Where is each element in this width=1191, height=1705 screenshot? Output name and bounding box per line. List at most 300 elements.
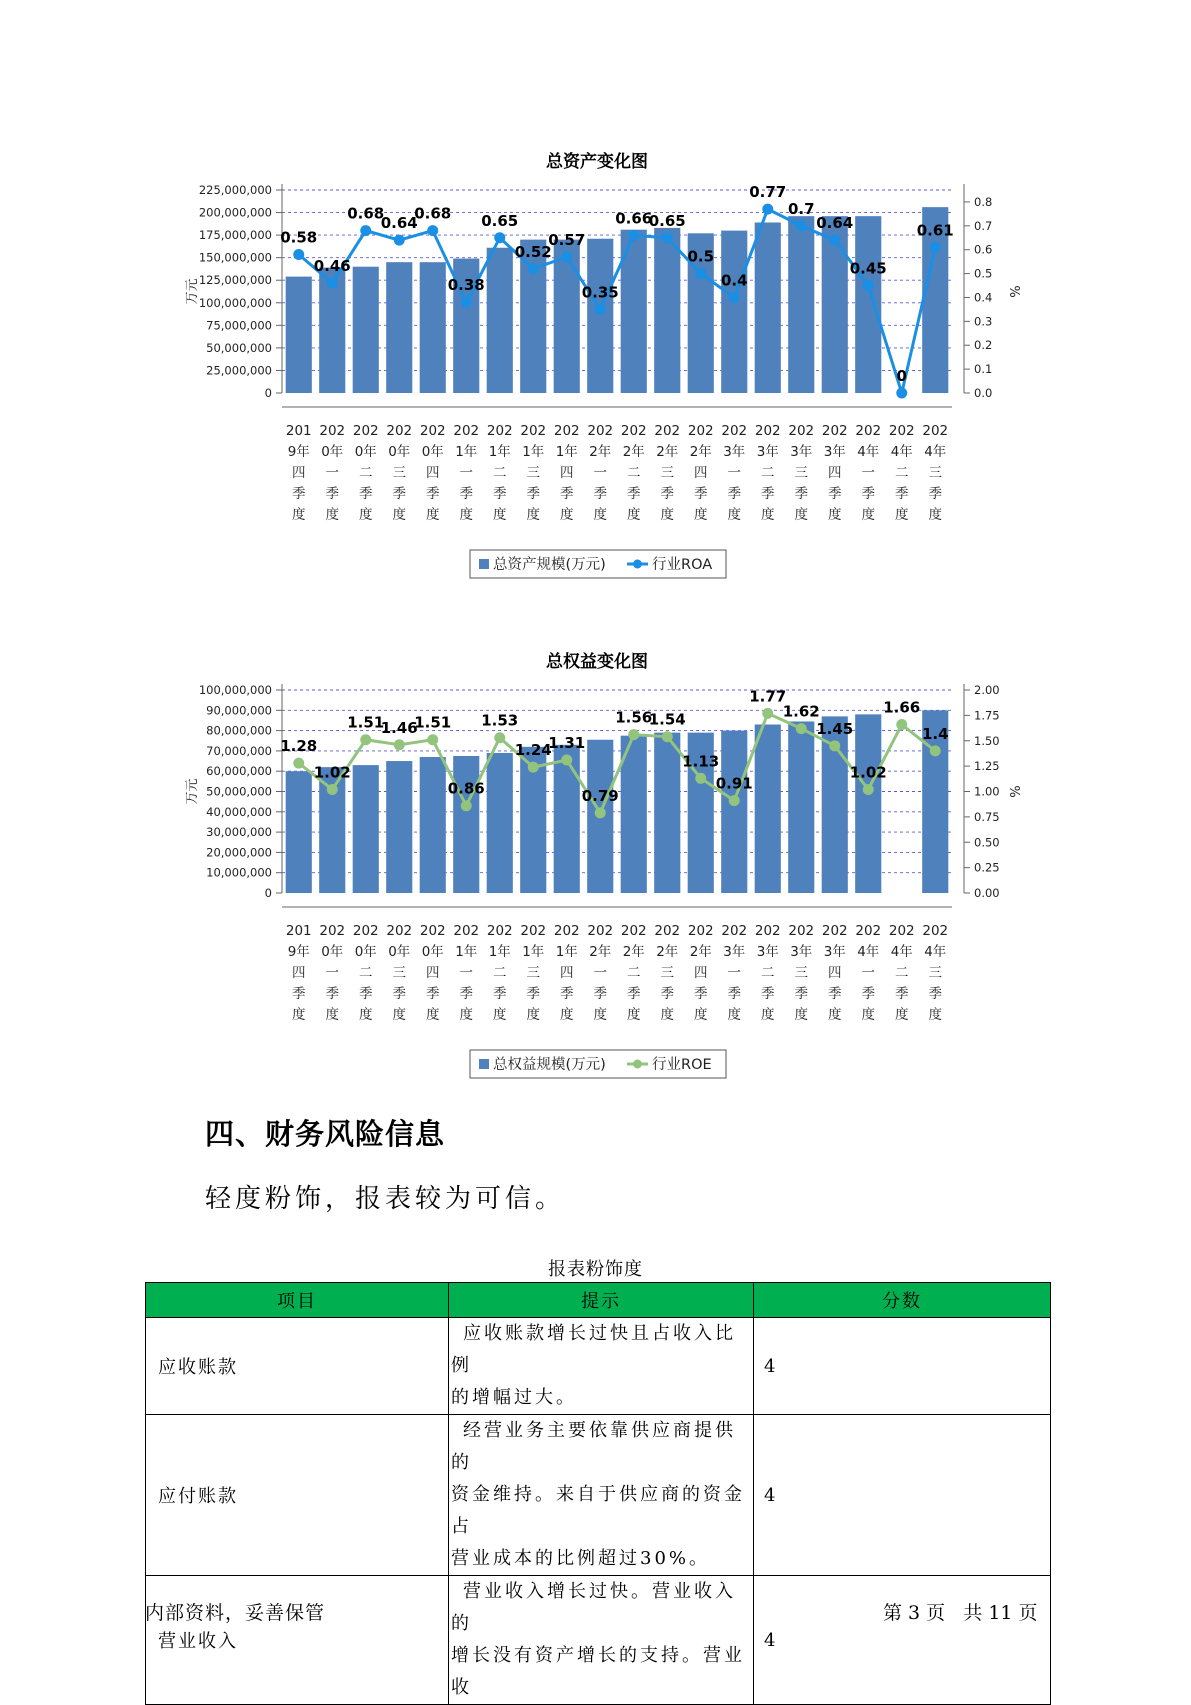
x-tick-label: 四 — [560, 965, 574, 981]
page-number: 第 3 页 共 11 页 — [883, 1602, 1038, 1624]
line-point — [427, 734, 438, 745]
y-tick-label-right: 1.75 — [974, 708, 1000, 723]
x-tick-label: 2年 — [622, 444, 645, 460]
x-tick-label: 季 — [292, 486, 306, 502]
x-tick-label: 季 — [392, 486, 406, 502]
y-tick-label-right: 0.4 — [974, 290, 993, 305]
data-label: 0.86 — [447, 779, 485, 798]
x-tick-label: 202 — [553, 423, 580, 439]
table-caption: 报表粉饰度 — [548, 1259, 643, 1280]
data-label: 1.62 — [782, 702, 820, 721]
chart-title: 总资产变化图 — [546, 152, 648, 172]
y-tick-label-right: 0.3 — [974, 314, 993, 329]
y-tick-label-left: 90,000,000 — [206, 703, 272, 718]
y-tick-label-right: 0.5 — [974, 266, 993, 281]
x-tick-label: 202 — [721, 923, 748, 939]
x-tick-label: 202 — [788, 423, 815, 439]
hint-line: 资金维持。来自于供应商的资金占 — [451, 1484, 745, 1537]
x-tick-label: 二 — [627, 465, 641, 481]
y-tick-label-left: 125,000,000 — [198, 273, 272, 288]
data-label: 0.61 — [916, 221, 954, 240]
bar — [353, 267, 379, 393]
x-tick-label: 四 — [560, 465, 574, 481]
x-tick-label: 4年 — [890, 944, 913, 960]
bar — [755, 222, 781, 393]
x-tick-label: 度 — [560, 507, 574, 523]
data-label: 0.65 — [481, 211, 519, 230]
bar — [788, 216, 814, 393]
x-tick-label: 9年 — [287, 944, 310, 960]
x-tick-label: 2年 — [689, 444, 712, 460]
x-tick-label: 3年 — [790, 444, 813, 460]
bar — [855, 216, 881, 393]
x-tick-label: 二 — [493, 465, 507, 481]
x-tick-label: 202 — [352, 923, 379, 939]
data-label: 1.46 — [380, 718, 418, 737]
x-tick-label: 度 — [325, 507, 339, 523]
x-tick-label: 二 — [895, 465, 909, 481]
x-tick-label: 三 — [660, 965, 674, 981]
table-row — [146, 1415, 1051, 1576]
x-tick-label: 2年 — [589, 444, 612, 460]
x-tick-label: 度 — [895, 507, 909, 523]
y-tick-label-right: 0.6 — [974, 242, 993, 257]
x-tick-label: 202 — [687, 423, 714, 439]
data-label: 1.51 — [414, 713, 452, 732]
header-hint: 提示 — [449, 1283, 754, 1318]
x-tick-label: 季 — [861, 986, 875, 1002]
y-axis-label-left: 万元 — [185, 278, 200, 305]
x-tick-label: 季 — [761, 986, 775, 1002]
x-tick-label: 202 — [855, 923, 882, 939]
hint-line: 增长没有资产增长的支持。营业收 — [451, 1645, 745, 1698]
x-tick-label: 二 — [359, 465, 373, 481]
x-tick-label: 201 — [285, 423, 312, 439]
line-point — [729, 292, 740, 303]
bar — [420, 262, 446, 393]
line-point — [494, 232, 505, 243]
data-label: 0.46 — [313, 257, 351, 276]
line-point — [662, 731, 673, 742]
x-tick-label: 度 — [694, 507, 708, 523]
row-score: 4 — [754, 1576, 1051, 1705]
x-tick-label: 0年 — [388, 944, 411, 960]
x-tick-label: 202 — [855, 423, 882, 439]
line-point — [628, 729, 639, 740]
bar — [353, 765, 379, 893]
bar — [520, 240, 546, 393]
data-label: 1.77 — [749, 687, 787, 706]
x-tick-label: 度 — [928, 1007, 942, 1023]
row-item: 应收账款 — [146, 1318, 449, 1415]
data-label: 0.7 — [787, 199, 815, 218]
legend-line-marker — [633, 1060, 642, 1069]
x-tick-label: 201 — [285, 923, 312, 939]
legend-bar-swatch — [479, 559, 489, 569]
x-tick-label: 度 — [660, 1007, 674, 1023]
line-point — [729, 795, 740, 806]
legend-line-marker — [633, 560, 642, 569]
y-tick-label-left: 225,000,000 — [198, 183, 272, 197]
total-equity-chart — [0, 640, 1191, 1100]
x-tick-label: 2年 — [656, 944, 679, 960]
x-tick-label: 1年 — [488, 444, 511, 460]
line-point — [528, 762, 539, 773]
x-tick-label: 季 — [727, 986, 741, 1002]
line-point — [930, 745, 941, 756]
bar — [855, 714, 881, 893]
x-tick-label: 4年 — [924, 444, 947, 460]
data-label: 0.5 — [687, 247, 715, 266]
x-tick-label: 度 — [493, 1007, 507, 1023]
x-tick-label: 0年 — [421, 444, 444, 460]
x-tick-label: 202 — [587, 423, 614, 439]
x-tick-label: 202 — [587, 923, 614, 939]
x-tick-label: 四 — [426, 965, 440, 981]
y-tick-label-left: 80,000,000 — [206, 723, 272, 738]
x-tick-label: 季 — [794, 486, 808, 502]
x-tick-label: 度 — [426, 507, 440, 523]
y-tick-label-left: 0 — [264, 886, 272, 900]
legend-bar-label: 总权益规模(万元) — [493, 1057, 606, 1073]
line-point — [427, 225, 438, 236]
x-tick-label: 四 — [292, 965, 306, 981]
x-tick-label: 季 — [560, 486, 574, 502]
data-label: 0.79 — [581, 786, 619, 805]
y-tick-label-right: 1.50 — [974, 733, 1000, 748]
x-tick-label: 季 — [359, 486, 373, 502]
data-label: 0.57 — [548, 230, 586, 249]
x-tick-label: 202 — [788, 923, 815, 939]
row-item: 营业收入 — [146, 1576, 449, 1705]
y-tick-label-right: 0.7 — [974, 218, 993, 233]
x-tick-label: 202 — [419, 923, 446, 939]
y-tick-label-left: 20,000,000 — [206, 845, 272, 860]
line-point — [461, 297, 472, 308]
x-tick-label: 202 — [386, 423, 413, 439]
x-tick-label: 1年 — [488, 944, 511, 960]
x-tick-label: 1年 — [555, 944, 578, 960]
table-row — [146, 1318, 1051, 1415]
bar — [420, 757, 446, 893]
y-tick-label-right: 0.75 — [974, 809, 1000, 824]
x-tick-label: 度 — [660, 507, 674, 523]
y-tick-label-right: 1.00 — [974, 784, 1000, 799]
line-point — [561, 755, 572, 766]
x-tick-label: 202 — [821, 923, 848, 939]
x-tick-label: 季 — [359, 986, 373, 1002]
x-tick-label: 四 — [426, 465, 440, 481]
x-tick-label: 202 — [352, 423, 379, 439]
footer-note: 内部资料，妥善保管 — [145, 1602, 326, 1624]
x-tick-label: 202 — [922, 923, 949, 939]
data-label: 1.02 — [849, 763, 887, 782]
x-tick-label: 度 — [627, 1007, 641, 1023]
x-tick-label: 度 — [761, 1007, 775, 1023]
y-tick-label-left: 60,000,000 — [206, 764, 272, 779]
x-tick-label: 度 — [292, 1007, 306, 1023]
line-point — [796, 220, 807, 231]
y-tick-label-right: 0.25 — [974, 860, 1000, 875]
x-tick-label: 季 — [593, 486, 607, 502]
x-tick-label: 0年 — [354, 444, 377, 460]
y-tick-label-right: 2.00 — [974, 683, 1000, 697]
x-tick-label: 3年 — [723, 944, 746, 960]
y-tick-label-left: 100,000,000 — [198, 683, 272, 697]
line-point — [628, 230, 639, 241]
y-tick-label-right: 0.00 — [974, 886, 1000, 900]
x-tick-label: 季 — [928, 486, 942, 502]
x-tick-label: 度 — [794, 1007, 808, 1023]
x-tick-label: 度 — [761, 507, 775, 523]
line-point — [561, 251, 572, 262]
y-tick-label-left: 0 — [264, 386, 272, 400]
data-label: 0.68 — [347, 204, 385, 223]
x-tick-label: 202 — [754, 923, 781, 939]
x-tick-label: 三 — [928, 965, 942, 981]
data-label: 0.4 — [720, 271, 748, 290]
y-tick-label-right: 0.1 — [974, 362, 993, 377]
y-tick-label-right: 0.8 — [974, 194, 993, 209]
x-tick-label: 二 — [761, 465, 775, 481]
data-label: 0.45 — [849, 259, 887, 278]
x-tick-label: 季 — [861, 486, 875, 502]
x-tick-label: 202 — [486, 423, 513, 439]
bar — [554, 240, 580, 393]
x-tick-label: 度 — [593, 507, 607, 523]
hint-line: 营业收入增长过快。营业收入的 — [451, 1581, 736, 1634]
x-tick-label: 一 — [727, 965, 741, 981]
x-tick-label: 季 — [694, 486, 708, 502]
y-tick-label-left: 10,000,000 — [206, 865, 272, 880]
x-tick-label: 一 — [727, 465, 741, 481]
x-tick-label: 度 — [459, 507, 473, 523]
x-tick-label: 一 — [325, 965, 339, 981]
x-tick-label: 季 — [526, 986, 540, 1002]
bar — [788, 721, 814, 893]
x-tick-label: 202 — [821, 423, 848, 439]
x-tick-label: 202 — [654, 423, 681, 439]
data-label: 0.38 — [447, 276, 485, 295]
x-tick-label: 度 — [593, 1007, 607, 1023]
x-tick-label: 三 — [660, 465, 674, 481]
bar — [386, 262, 412, 393]
x-tick-label: 季 — [660, 486, 674, 502]
line-point — [595, 304, 606, 315]
legend-line-label: 行业ROE — [652, 1057, 712, 1073]
x-tick-label: 二 — [493, 965, 507, 981]
x-tick-label: 度 — [560, 1007, 574, 1023]
line-point — [360, 225, 371, 236]
x-tick-label: 202 — [419, 423, 446, 439]
y-tick-label-right: 0.0 — [974, 386, 993, 400]
bar — [654, 733, 680, 893]
data-label: 1.66 — [883, 698, 921, 717]
x-tick-label: 202 — [922, 423, 949, 439]
line-point — [327, 784, 338, 795]
x-tick-label: 3年 — [723, 444, 746, 460]
y-tick-label-left: 25,000,000 — [206, 363, 272, 378]
x-tick-label: 度 — [627, 507, 641, 523]
table-row — [146, 1576, 1051, 1705]
x-tick-label: 202 — [453, 423, 480, 439]
bar — [286, 277, 312, 393]
x-tick-label: 季 — [828, 986, 842, 1002]
x-tick-label: 季 — [627, 986, 641, 1002]
row-hint — [449, 1576, 754, 1705]
x-tick-label: 202 — [319, 423, 346, 439]
y-tick-label-left: 40,000,000 — [206, 804, 272, 819]
section-text: 轻度粉饰，报表较为可信。 — [205, 1184, 566, 1214]
x-tick-label: 度 — [794, 507, 808, 523]
x-tick-label: 3年 — [823, 944, 846, 960]
x-tick-label: 季 — [493, 486, 507, 502]
x-tick-label: 202 — [888, 923, 915, 939]
x-tick-label: 三 — [526, 965, 540, 981]
y-tick-label-left: 50,000,000 — [206, 340, 272, 355]
x-tick-label: 3年 — [823, 444, 846, 460]
x-tick-label: 1年 — [455, 944, 478, 960]
x-tick-label: 季 — [426, 486, 440, 502]
x-tick-label: 度 — [526, 1007, 540, 1023]
line-point — [327, 278, 338, 289]
x-tick-label: 一 — [861, 465, 875, 481]
data-label: 0.68 — [414, 204, 452, 223]
x-tick-label: 一 — [459, 965, 473, 981]
line-point — [595, 807, 606, 818]
x-tick-label: 三 — [794, 465, 808, 481]
line-point — [394, 739, 405, 750]
x-tick-label: 季 — [426, 986, 440, 1002]
total-assets-chart — [0, 140, 1191, 600]
y-tick-label-right: 0.50 — [974, 835, 1000, 850]
x-tick-label: 202 — [687, 923, 714, 939]
x-tick-label: 度 — [359, 1007, 373, 1023]
line-point — [796, 723, 807, 734]
bar — [487, 753, 513, 893]
data-label: 0.77 — [749, 183, 787, 202]
line-point — [762, 204, 773, 215]
row-hint — [449, 1415, 754, 1576]
x-tick-label: 度 — [828, 507, 842, 523]
x-tick-label: 三 — [794, 965, 808, 981]
line-point — [829, 235, 840, 246]
x-tick-label: 度 — [426, 1007, 440, 1023]
x-tick-label: 度 — [694, 1007, 708, 1023]
line-point — [695, 773, 706, 784]
x-tick-label: 二 — [761, 965, 775, 981]
x-tick-label: 度 — [727, 507, 741, 523]
y-tick-label-left: 175,000,000 — [198, 228, 272, 243]
x-tick-label: 4年 — [924, 944, 947, 960]
x-tick-label: 9年 — [287, 444, 310, 460]
x-tick-label: 1年 — [555, 444, 578, 460]
x-tick-label: 度 — [292, 507, 306, 523]
line-point — [930, 242, 941, 253]
x-tick-label: 四 — [694, 465, 708, 481]
data-label: 1.02 — [313, 763, 351, 782]
line-point — [662, 232, 673, 243]
line-point — [494, 732, 505, 743]
x-tick-label: 2年 — [689, 944, 712, 960]
x-tick-label: 3年 — [756, 944, 779, 960]
x-tick-label: 季 — [526, 486, 540, 502]
data-label: 0.64 — [380, 214, 418, 233]
x-tick-label: 202 — [520, 923, 547, 939]
x-tick-label: 一 — [593, 465, 607, 481]
data-label: 1.13 — [682, 752, 720, 771]
y-tick-label-left: 30,000,000 — [206, 825, 272, 840]
data-label: 1.51 — [347, 713, 385, 732]
row-score: 4 — [754, 1318, 1051, 1415]
x-tick-label: 1年 — [455, 444, 478, 460]
bar — [487, 248, 513, 393]
x-tick-label: 季 — [895, 486, 909, 502]
data-label: 0.91 — [715, 774, 753, 793]
x-tick-label: 度 — [359, 507, 373, 523]
line-point — [293, 249, 304, 260]
bar — [721, 731, 747, 893]
x-tick-label: 0年 — [354, 944, 377, 960]
bar — [587, 239, 613, 393]
x-tick-label: 202 — [888, 423, 915, 439]
line-point — [528, 263, 539, 274]
x-tick-label: 202 — [520, 423, 547, 439]
row-hint — [449, 1318, 754, 1415]
y-axis-label-right: % — [1006, 285, 1021, 298]
x-tick-label: 四 — [828, 965, 842, 981]
chart-title: 总权益变化图 — [546, 652, 648, 672]
table-header-row — [146, 1283, 1051, 1318]
x-tick-label: 二 — [895, 965, 909, 981]
bar — [453, 756, 479, 893]
bar — [654, 228, 680, 393]
x-tick-label: 度 — [861, 507, 875, 523]
x-tick-label: 三 — [392, 465, 406, 481]
x-tick-label: 四 — [694, 965, 708, 981]
x-tick-label: 度 — [861, 1007, 875, 1023]
bar — [286, 771, 312, 893]
x-tick-label: 2年 — [656, 444, 679, 460]
x-tick-label: 一 — [861, 965, 875, 981]
y-axis-label-right: % — [1006, 785, 1021, 798]
line-point — [863, 784, 874, 795]
data-label: 1.54 — [648, 710, 686, 729]
hint-line: 的增幅过大。 — [451, 1387, 577, 1408]
x-tick-label: 度 — [727, 1007, 741, 1023]
x-tick-label: 度 — [392, 1007, 406, 1023]
x-tick-label: 二 — [359, 965, 373, 981]
x-tick-label: 3年 — [756, 444, 779, 460]
data-label: 1.24 — [514, 741, 552, 760]
line-point — [360, 734, 371, 745]
x-tick-label: 度 — [325, 1007, 339, 1023]
x-tick-label: 202 — [721, 423, 748, 439]
x-tick-label: 季 — [761, 486, 775, 502]
x-tick-label: 季 — [694, 986, 708, 1002]
x-tick-label: 202 — [453, 923, 480, 939]
line-point — [829, 740, 840, 751]
risk-table — [145, 1282, 1051, 1705]
x-tick-label: 度 — [459, 1007, 473, 1023]
data-label: 1.45 — [816, 719, 854, 738]
legend-line-label: 行业ROA — [652, 557, 713, 573]
y-tick-label-left: 200,000,000 — [198, 205, 272, 220]
x-tick-label: 202 — [319, 923, 346, 939]
x-tick-label: 季 — [928, 986, 942, 1002]
x-tick-label: 一 — [593, 965, 607, 981]
data-label: 0.65 — [648, 211, 686, 230]
